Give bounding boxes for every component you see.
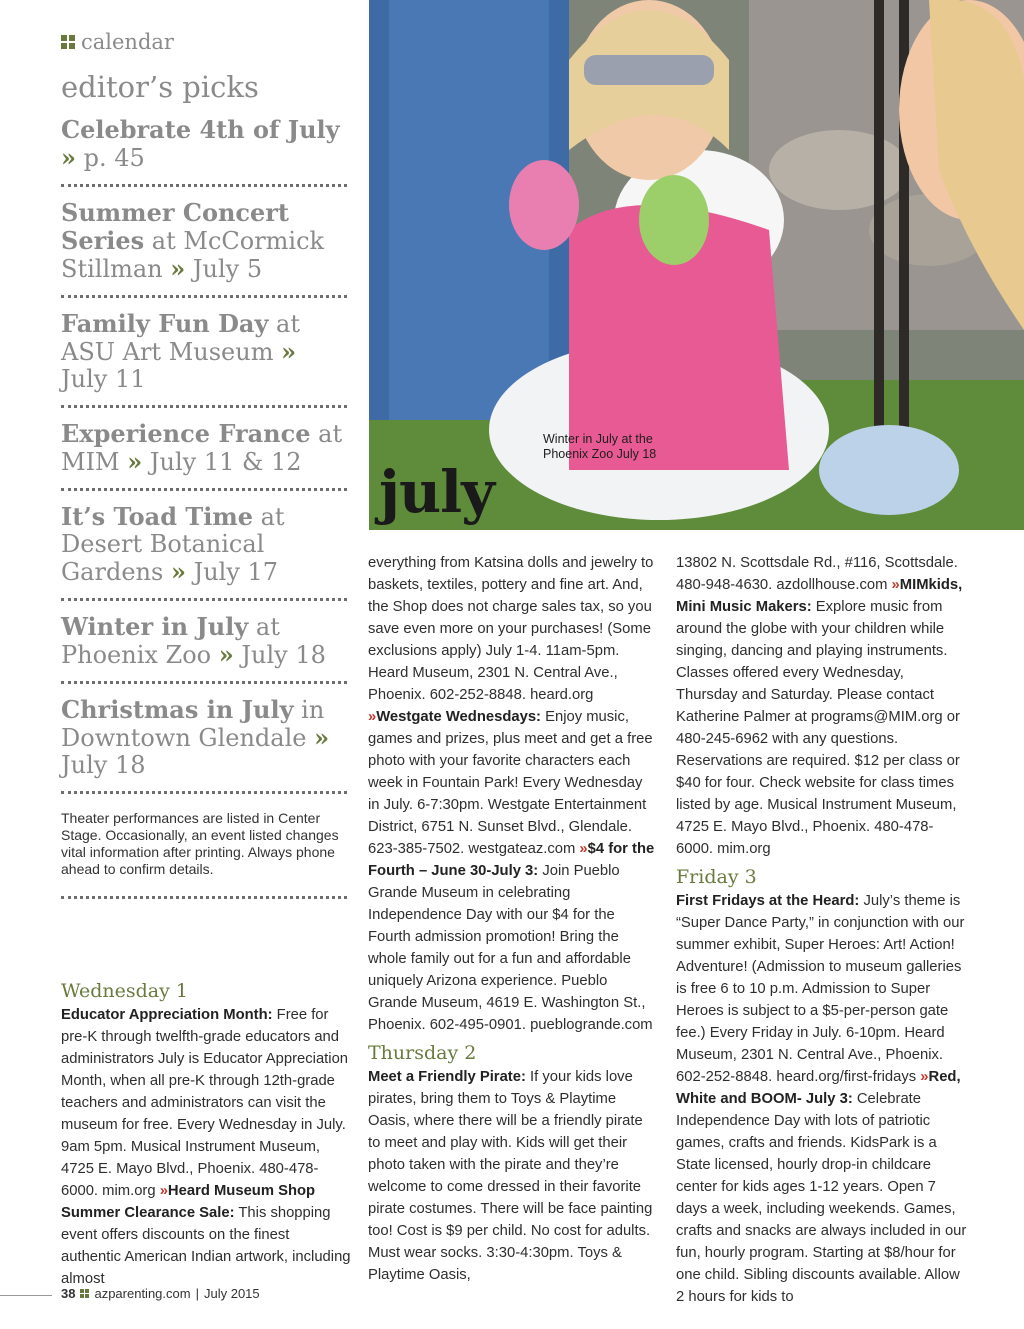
separator-arrow: » [159,1183,168,1199]
col2-text-b [368,1066,658,1286]
pick-date: July 17 [193,557,279,586]
pick-date: July 5 [192,254,263,283]
event-title: MIMkids, Mini Music Makers: [676,577,963,615]
pick-venue: at Phoenix Zoo [61,612,280,669]
month-heading: july [379,458,494,526]
section-label: calendar [81,30,174,54]
column-3 [676,552,968,1308]
separator-arrow: » [891,577,900,593]
column-2 [368,552,658,1286]
pick-venue: at MIM [61,419,343,476]
pick-date: July 11 [61,364,146,393]
event-title: Red, White and BOOM- July 3: [676,1069,961,1107]
col3-text-b [676,890,968,1308]
pick-title: Christmas in July [61,694,294,724]
event-text: This shopping event offers discounts on the finest authentic American Indian artwork, including almost [61,1205,351,1287]
day-heading: Wednesday 1 [61,980,188,1002]
pick-item [61,491,347,601]
issue-date: July 2015 [203,1286,260,1301]
col3-text-a [676,552,968,860]
pick-item [61,408,347,491]
pick-title: Winter in July [61,611,249,641]
editors-picks-sidebar [61,30,347,899]
column-1 [61,974,351,1290]
footer-rule [0,1295,52,1296]
event-title: First Fridays at the Heard: [676,893,860,909]
event-text: If your kids love pirates, bring them to Toys & Playtime Oasis, where there will be a friendly pirate to meet and play with. Kids will get their photo taken with the pirate and they’re welcome to come dressed in their favorite pirate costumes. There will be face painting too! Cost is $9 per child. No cost for adults. Must wear socks. 3:30-4:30pm. Toys & Playtime Oasis, [368,1069,653,1283]
pick-arrow: » [61,142,76,172]
event-title: Meet a Friendly Pirate: [368,1069,526,1085]
pick-item [61,104,347,187]
picks-title: editor’s picks [61,70,259,104]
day-heading: Friday 3 [676,866,757,888]
event-text: Explore music from around the globe with your children while singing, dancing and playing instruments. Classes offered every Wednesday, Thursday and Saturday. Please contact Katherine Palmer at programs@MIM.org or 480-245-6962 with any questions. Reservations are required. $12 per class or $40 for four. Check website for class times listed by age. Musical Instrument Museum, 4725 E. Mayo Blvd., Phoenix. 480-478-6000. mim.org [676,599,960,857]
pick-arrow: » [218,639,234,669]
pick-venue: at McCormick Stillman [61,226,325,283]
event-text: July’s theme is “Super Dance Party,” in conjunction with our summer exhibit, Super Heroes: Art! Action! Adventure! (Admission to museum galleries is free 6 to 10 p.m. Admission to Super Heroes is subject to a $5-per-person gate fee.) Every Friday in July. 6-10pm. Heard Museum, 2301 N. Central Ave., Phoenix. 602-252-8848. heard.org/first-fridays [676,893,965,1085]
pick-arrow: » [170,556,186,586]
footer-divider: | [195,1286,199,1301]
col2-text-a [368,552,658,1036]
event-title: Heard Museum Shop Summer Clearance Sale: [61,1183,316,1221]
pick-date: July 18 [241,640,326,669]
pick-venue: in Downtown Glendale [61,695,325,752]
pick-title: It’s Toad Time [61,501,253,531]
pick-item [61,298,347,408]
pick-title: Experience France [61,418,311,448]
hero-photo [369,0,1024,530]
pick-item [61,684,347,794]
pick-arrow: » [127,446,143,476]
pick-venue: at Desert Botanical Gardens [61,502,285,586]
pick-venue: at ASU Art Museum [61,309,300,366]
event-text: 13802 N. Scottsdale Rd., #116, Scottsdale. 480-948-4630. azdollhouse.com [676,555,958,593]
event-text: Enjoy music, games and prizes, plus meet and get a free photo with your favorite characters each week in Fountain Park! Every Wednesday in July. 6-7:30pm. Westgate Entertainment District, 6751 N. Sunset Blvd., Glendale. 623-385-7502. westgateaz.com [368,709,653,857]
theater-note: Theater performances are listed in Center Stage. Occasionally, an event listed changes vital information after printing. Always phone ahead to confirm details. [61,794,347,899]
calendar-header [61,30,347,54]
site-link[interactable]: azparenting.com [94,1286,191,1301]
event-title: Educator Appreciation Month: [61,1007,273,1023]
pick-date: July 11 & 12 [149,447,302,476]
pick-title: Celebrate 4th of July [61,114,340,144]
pick-title: Summer Concert Series [61,197,290,255]
day-heading: Thursday 2 [368,1042,477,1064]
separator-arrow: » [579,841,588,857]
pick-item [61,601,347,684]
pick-title: Family Fun Day [61,308,269,338]
event-text: Celebrate Independence Day with lots of patriotic games, crafts and friends. KidsPark is a State licensed, hourly drop-in childcare center for kids ages 1-12 years. Open 7 days a week, including weekends. Games, crafts and snacks are always included in our fun, hourly program. Starting at $8/hour for one child. Sibling discounts available. Allow 2 hours for kids to [676,1091,967,1305]
event-text: Join Pueblo Grande Museum in celebrating Independence Day with our $4 for the Fourth admission promotion! Bring the whole family out for a fun and affordable uniquely Arizona experience. Pueblo Grande Museum, 4619 E. Washington St., Phoenix. 602-495-0901. pueblogrande.com [368,863,653,1033]
separator-arrow: » [368,709,377,725]
event-title: $4 for the Fourth – June 30-July 3: [368,841,655,879]
page-footer [0,1286,400,1306]
separator-arrow: » [920,1069,929,1085]
grid-icon [61,35,75,49]
event-title: Westgate Wednesdays: [376,709,541,725]
page-number: 38 [61,1286,76,1301]
pick-item [61,187,347,298]
pick-arrow: » [314,722,330,752]
pick-arrow: » [170,253,186,283]
footer-text [61,1286,260,1301]
pick-arrow: » [281,336,297,366]
zoo-photo-illustration [369,0,1024,530]
event-text: everything from Katsina dolls and jewelry to baskets, textiles, pottery and fine art. And, the Shop does not charge sales tax, so you save even more on your purchases! (Some exclusions apply) July 1-4. 11am-5pm. Heard Museum, 2301 N. Central Ave., Phoenix. 602-252-8848. heard.org [368,555,654,703]
pick-date: July 18 [61,750,146,779]
picks-list [61,104,347,794]
pick-date: p. 45 [83,143,145,172]
event-text: Free for pre-K through twelfth-grade educators and administrators July is Educator Appreciation Month, when all pre-K through 12th-grade teachers and administrators can visit the museum for free. Every Wednesday in July. 9am 5pm. Musical Instrument Museum, 4725 E. Mayo Blvd., Phoenix. 480-478-6000. mim.org [61,1007,349,1199]
col1-text [61,1004,351,1290]
grid-icon [80,1289,89,1298]
photo-caption: Winter in July at the Phoenix Zoo July 18 [543,432,657,461]
